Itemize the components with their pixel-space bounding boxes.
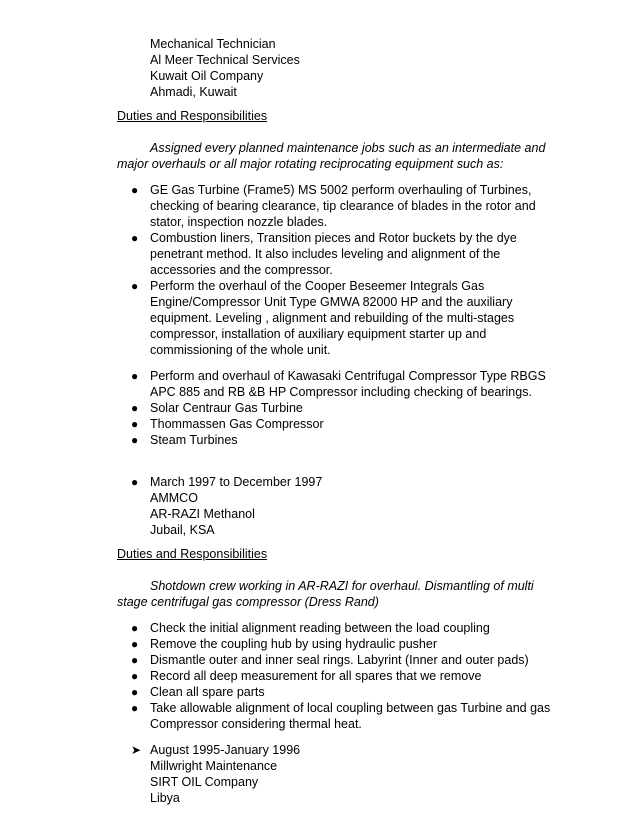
job2-location: Jubail, KSA bbox=[150, 523, 215, 537]
bullet-icon: ● bbox=[131, 701, 139, 715]
job1-bullet3-line4: compressor, installation of auxiliary equipment starter up and bbox=[150, 327, 487, 341]
job1-bullet7: Steam Turbines bbox=[150, 433, 238, 447]
job2-bullet1: Check the initial alignment reading between the load coupling bbox=[150, 621, 490, 635]
bullet-icon: ● bbox=[131, 685, 139, 699]
job1-bullet6: Thommassen Gas Compressor bbox=[150, 417, 324, 431]
job2-duties-heading: Duties and Responsibilities bbox=[117, 547, 268, 561]
job1-bullet1-line1: GE Gas Turbine (Frame5) MS 5002 perform overhauling of Turbines, bbox=[150, 183, 532, 197]
bullet-icon: ● bbox=[131, 621, 139, 635]
job2-intro-line1: Shotdown crew working in AR-RAZI for overhaul. Dismantling of multi bbox=[150, 579, 534, 593]
job1-bullet4-line1: Perform and overhaul of Kawasaki Centrifugal Compressor Type RBGS bbox=[150, 369, 546, 383]
job1-bullet3-line5: commissioning of the whole unit. bbox=[150, 343, 331, 357]
bullet-icon: ● bbox=[131, 433, 139, 447]
job2-bullet6-line2: Compressor considering thermal heat. bbox=[150, 717, 362, 731]
job2-employer: AMMCO bbox=[150, 491, 198, 505]
job1-bullet4-line2: APC 885 and RB &B HP Compressor including checking of bearings. bbox=[150, 385, 532, 399]
bullet-icon: ● bbox=[131, 637, 139, 651]
bullet-icon: ● bbox=[131, 183, 139, 197]
job1-bullet2-line2: penetrant method. It also includes leveling and alignment of the bbox=[150, 247, 501, 261]
job1-bullet5: Solar Centraur Gas Turbine bbox=[150, 401, 303, 415]
job1-bullet3-line3: equipment. Leveling , alignment and rebuilding of the multi-stages bbox=[150, 311, 515, 325]
job2-bullet6-line1: Take allowable alignment of local coupling between gas Turbine and gas bbox=[150, 701, 551, 715]
job3-location: Libya bbox=[150, 791, 180, 805]
job1-intro-line1: Assigned every planned maintenance jobs such as an intermediate and bbox=[150, 141, 546, 155]
bullet-icon: ● bbox=[131, 401, 139, 415]
job2-client: AR-RAZI Methanol bbox=[150, 507, 255, 521]
job2-intro-line2: stage centrifugal gas compressor (Dress Rand) bbox=[117, 595, 379, 609]
job1-location: Ahmadi, Kuwait bbox=[150, 85, 237, 99]
bullet-icon: ● bbox=[131, 231, 139, 245]
job2-bullet5: Clean all spare parts bbox=[150, 685, 265, 699]
job1-client: Kuwait Oil Company bbox=[150, 69, 264, 83]
job2-bullet3: Dismantle outer and inner seal rings. Labyrint (Inner and outer pads) bbox=[150, 653, 529, 667]
job1-intro-line2: major overhauls or all major rotating reciprocating equipment such as: bbox=[117, 157, 504, 171]
arrow-bullet-icon: ➤ bbox=[131, 743, 142, 757]
bullet-icon: ● bbox=[131, 369, 139, 383]
job1-bullet1-line3: stator, inspection nozzle blades. bbox=[150, 215, 328, 229]
bullet-icon: ● bbox=[131, 669, 139, 683]
job2-dates: March 1997 to December 1997 bbox=[150, 475, 323, 489]
job2-bullet2: Remove the coupling hub by using hydraulic pusher bbox=[150, 637, 437, 651]
job1-bullet2-line1: Combustion liners, Transition pieces and Rotor buckets by the dye bbox=[150, 231, 517, 245]
bullet-icon: ● bbox=[131, 417, 139, 431]
job1-bullet3-line2: Engine/Compressor Unit Type GMWA 82000 HP and the auxiliary bbox=[150, 295, 513, 309]
job1-title: Mechanical Technician bbox=[150, 37, 276, 51]
job1-bullet1-line2: checking of bearing clearance, tip clearance of blades in the rotor and bbox=[150, 199, 536, 213]
bullet-icon: ● bbox=[131, 475, 139, 489]
job1-duties-heading: Duties and Responsibilities bbox=[117, 109, 268, 123]
job1-bullet2-line3: accessories and the compressor. bbox=[150, 263, 333, 277]
job1-employer: Al Meer Technical Services bbox=[150, 53, 300, 67]
job3-employer: SIRT OIL Company bbox=[150, 775, 259, 789]
job1-bullet3-line1: Perform the overhaul of the Cooper Beseemer Integrals Gas bbox=[150, 279, 485, 293]
bullet-icon: ● bbox=[131, 279, 139, 293]
job2-bullet4: Record all deep measurement for all spares that we remove bbox=[150, 669, 482, 683]
bullet-icon: ● bbox=[131, 653, 139, 667]
job3-dates: August 1995-January 1996 bbox=[150, 743, 301, 757]
job3-title: Millwright Maintenance bbox=[150, 759, 278, 773]
